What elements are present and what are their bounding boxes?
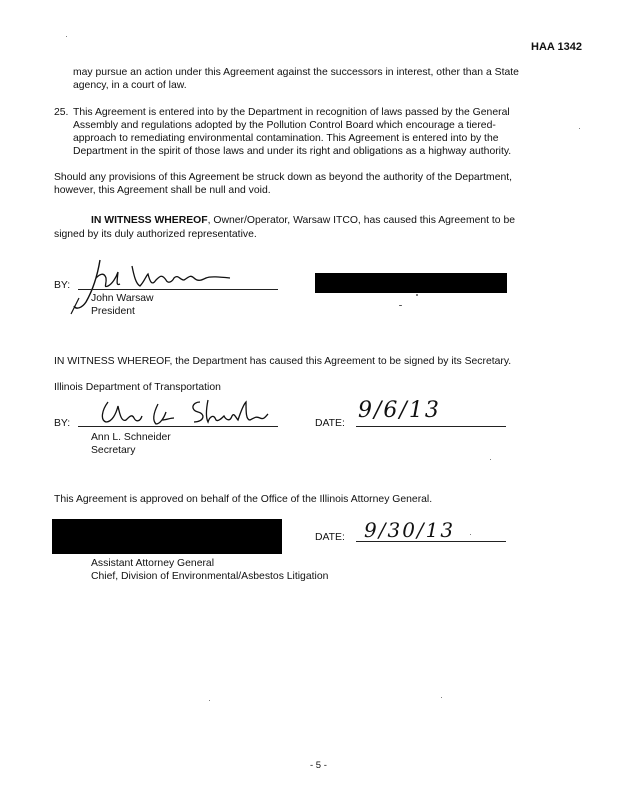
department-date-label: DATE:: [315, 418, 345, 429]
document-id: HAA 1342: [531, 41, 582, 53]
witness-owner-line-1: [91, 214, 515, 227]
scan-speck: [470, 534, 471, 535]
scan-speck: [209, 700, 210, 701]
redaction-bar: [315, 273, 507, 293]
attorney-date-value: 9/30/13: [364, 518, 456, 542]
attorney-date-line: [356, 541, 506, 542]
department-date-value: 9/6/13: [358, 398, 441, 423]
witness-whereof-bold: IN WITNESS WHEREOF: [91, 215, 208, 226]
witness-department-line: IN WITNESS WHEREOF, the Department has caused this Agreement to be signed by its Secretary.: [54, 356, 512, 367]
paragraph-continuation-line-2: agency, in a court of law.: [73, 80, 187, 91]
scan-speck: [441, 697, 442, 698]
secretary-signature: [96, 394, 286, 434]
severability-line-2: however, this Agreement shall be null and void.: [54, 185, 271, 196]
redaction-bar: [52, 519, 282, 554]
scan-speck: [579, 128, 580, 129]
scan-speck: [416, 294, 418, 296]
scan-speck: [399, 305, 402, 306]
witness-owner-text: , Owner/Operator, Warsaw ITCO, has caused this Agreement to be: [207, 215, 516, 226]
secretary-name: Ann L. Schneider: [91, 432, 171, 443]
item-25-line-3: approach to remediating environmental contamination. This Agreement is entered into by the: [73, 133, 499, 144]
page-number: - 5 -: [310, 760, 327, 771]
witness-owner-line-2: signed by its duly authorized representative.: [54, 229, 257, 240]
department-signature-line: [78, 426, 278, 427]
department-date-line: [356, 426, 506, 427]
department-name: Illinois Department of Transportation: [54, 382, 221, 393]
owner-signature-tail: [69, 296, 81, 316]
department-by-label: BY:: [54, 418, 71, 429]
severability-line-1: Should any provisions of this Agreement be struck down as beyond the authority of the Department,: [54, 172, 513, 183]
owner-by-label: BY:: [54, 280, 71, 291]
attorney-title-2: Chief, Division of Environmental/Asbestos Litigation: [91, 571, 329, 582]
item-25-line-2: Assembly and regulations adopted by the Pollution Control Board which encourage a tiered-: [73, 120, 496, 131]
owner-title: President: [91, 306, 135, 317]
item-25-line-1: This Agreement is entered into by the Department in recognition of laws passed by the General: [73, 107, 510, 118]
paragraph-continuation-line-1: may pursue an action under this Agreement against the successors in interest, other than a State: [73, 67, 519, 78]
attorney-title-1: Assistant Attorney General: [91, 558, 215, 569]
attorney-approval-line: This Agreement is approved on behalf of the Office of the Illinois Attorney General.: [54, 494, 433, 505]
attorney-date-label: DATE:: [315, 532, 345, 543]
owner-signature-line: [78, 289, 278, 290]
owner-name: John Warsaw: [91, 293, 154, 304]
secretary-title: Secretary: [91, 445, 136, 456]
scan-speck: [66, 36, 67, 37]
scan-speck: [490, 459, 491, 460]
item-25-line-4: Department in the spirit of those laws and under its right and obligations as a highway authority.: [73, 146, 512, 157]
item-25-number: 25.: [54, 107, 69, 118]
